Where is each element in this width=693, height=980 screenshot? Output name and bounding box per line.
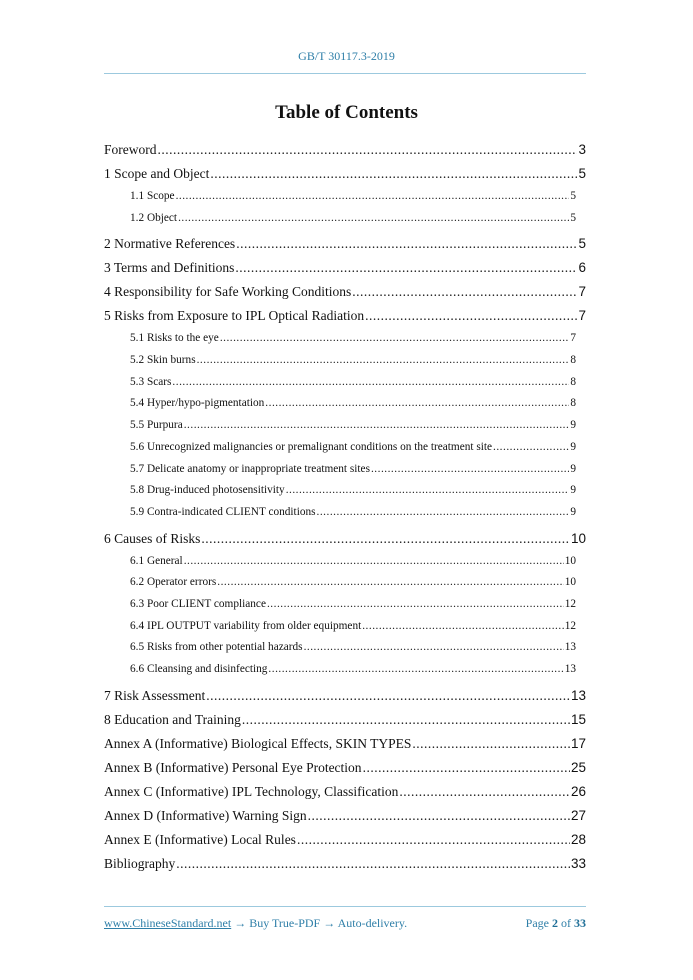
toc-entry-label: 6.4 IPL OUTPUT variability from older equipment — [130, 619, 362, 632]
toc-entry[interactable] — [104, 527, 586, 551]
toc-entry[interactable] — [104, 637, 586, 659]
toc-entry[interactable] — [104, 350, 586, 372]
toc-entry[interactable] — [104, 256, 586, 280]
dot-leader — [317, 502, 570, 524]
dot-leader — [242, 708, 570, 732]
dot-leader — [363, 756, 570, 780]
toc-entry[interactable] — [104, 572, 586, 594]
toc-entry[interactable] — [104, 280, 586, 304]
toc-entry-page: 13 — [564, 663, 576, 675]
toc-entry-page: 7 — [578, 308, 586, 324]
toc-entry-label: 1.1 Scope — [130, 190, 175, 202]
dot-leader — [158, 138, 578, 162]
toc-entry-page: 28 — [570, 831, 586, 847]
table-of-contents — [104, 138, 586, 876]
dot-leader — [493, 437, 569, 459]
toc-entry-label: 7 Risk Assessment — [104, 687, 206, 703]
page-title: Table of Contents — [275, 102, 418, 123]
toc-entry-page: 9 — [570, 462, 576, 475]
toc-entry-label: 1.2 Object — [130, 211, 178, 224]
dot-leader — [297, 828, 570, 852]
toc-entry-page: 12 — [564, 619, 576, 632]
toc-entry-label: 6 Causes of Risks — [104, 530, 201, 546]
toc-entry-label: 5.5 Purpura — [130, 419, 183, 432]
footer — [104, 916, 586, 931]
toc-entry-label: 6.5 Risks from other potential hazards — [130, 641, 303, 654]
toc-entry-label: Annex D (Informative) Warning Sign — [104, 807, 307, 823]
toc-entry-label: 5.6 Unrecognized malignancies or premalignant conditions on the treatment site — [130, 440, 493, 453]
toc-entry[interactable] — [104, 372, 586, 394]
toc-entry-page: 27 — [570, 807, 586, 823]
dot-leader — [178, 208, 569, 230]
toc-entry-page: 33 — [570, 855, 586, 871]
toc-entry-page: 8 — [570, 397, 576, 410]
toc-entry[interactable] — [104, 708, 586, 732]
toc-entry-label: 5.1 Risks to the eye — [130, 332, 219, 345]
toc-entry-page: 10 — [570, 530, 586, 546]
dot-leader — [399, 780, 570, 804]
toc-entry-page: 13 — [570, 687, 586, 703]
toc-entry-label: 5.4 Hyper/hypo-pigmentation — [130, 397, 265, 410]
toc-entry-label: 3 Terms and Definitions — [104, 260, 235, 276]
toc-entry-label: 8 Education and Training — [104, 711, 241, 727]
toc-entry[interactable] — [104, 437, 586, 459]
toc-entry[interactable] — [104, 480, 586, 502]
dot-leader — [286, 480, 570, 502]
website-link[interactable]: www.ChineseStandard.net — [104, 916, 232, 930]
toc-entry-page: 5 — [578, 236, 586, 252]
toc-entry[interactable] — [104, 852, 586, 876]
toc-entry[interactable] — [104, 208, 586, 230]
toc-entry-page: 7 — [578, 284, 586, 300]
dot-leader — [172, 372, 569, 394]
footer-promo: www.ChineseStandard.net → Buy True-PDF → Auto-delivery. — [104, 916, 408, 930]
toc-entry-label: 6.2 Operator errors — [130, 576, 217, 589]
dot-leader — [197, 350, 570, 372]
dot-leader — [236, 232, 577, 256]
toc-entry[interactable] — [104, 232, 586, 256]
toc-entry-label: 5.3 Scars — [130, 375, 172, 388]
toc-entry-label: 6.6 Cleansing and disinfecting — [130, 663, 268, 675]
dot-leader — [217, 572, 563, 594]
toc-entry-page: 9 — [570, 505, 576, 518]
toc-entry[interactable] — [104, 732, 586, 756]
toc-entry[interactable] — [104, 162, 586, 186]
toc-entry-label: Annex B (Informative) Personal Eye Protection — [104, 759, 362, 775]
toc-entry[interactable] — [104, 328, 586, 350]
toc-entry-label: 2 Normative References — [104, 236, 236, 252]
toc-entry[interactable] — [104, 804, 586, 828]
toc-entry-label: Annex E (Informative) Local Rules — [104, 831, 296, 847]
toc-entry-label: 5.9 Contra-indicated CLIENT conditions — [130, 505, 316, 518]
dot-leader — [308, 804, 570, 828]
toc-entry-page: 5 — [570, 211, 576, 224]
toc-entry-label: 1 Scope and Object — [104, 166, 210, 181]
running-header: GB/T 30117.3-2019 — [298, 49, 395, 63]
dot-leader — [220, 328, 570, 350]
toc-entry-label: 5.7 Delicate anatomy or inappropriate treatment sites — [130, 462, 370, 475]
toc-entry[interactable] — [104, 594, 586, 616]
toc-entry-page: 7 — [570, 332, 576, 345]
toc-entry[interactable] — [104, 828, 586, 852]
toc-entry-page: 10 — [564, 576, 576, 589]
toc-entry-label: Annex A (Informative) Biological Effects, SKIN TYPES — [104, 735, 412, 751]
toc-entry-label: 5.8 Drug-induced photosensitivity — [130, 484, 285, 497]
dot-leader — [176, 852, 570, 876]
dot-leader — [365, 304, 577, 328]
toc-entry-page: 8 — [570, 375, 576, 388]
toc-entry-page: 10 — [564, 554, 576, 567]
toc-entry-label: Annex C (Informative) IPL Technology, Classification — [104, 783, 399, 799]
toc-entry-label: 5.2 Skin burns — [130, 354, 196, 367]
page-indicator: Page 2 of 33 — [525, 916, 586, 930]
toc-entry[interactable] — [104, 780, 586, 804]
dot-leader — [210, 162, 577, 186]
dot-leader — [201, 527, 570, 551]
toc-entry-label: Foreword — [104, 142, 157, 157]
dot-leader — [235, 256, 577, 280]
toc-entry-page: 13 — [564, 641, 576, 654]
toc-entry[interactable] — [104, 502, 586, 524]
toc-entry-page: 12 — [564, 597, 576, 610]
toc-entry[interactable] — [104, 756, 586, 780]
toc-entry[interactable] — [104, 659, 586, 681]
toc-entry-page: 5 — [570, 190, 576, 202]
toc-entry[interactable] — [104, 186, 586, 208]
toc-entry[interactable] — [104, 684, 586, 708]
toc-entry-page: 17 — [570, 735, 586, 751]
toc-entry-label: 6.3 Poor CLIENT compliance — [130, 597, 266, 610]
toc-entry-page: 9 — [570, 440, 576, 453]
dot-leader — [184, 415, 570, 437]
toc-entry-label: 4 Responsibility for Safe Working Conditions — [104, 284, 352, 300]
toc-entry-label: Bibliography — [104, 855, 176, 871]
footer-divider — [104, 906, 586, 907]
toc-entry-page: 5 — [578, 166, 586, 181]
dot-leader — [371, 459, 569, 481]
toc-entry-page: 26 — [570, 783, 586, 799]
dot-leader — [265, 393, 569, 415]
toc-entry[interactable] — [104, 393, 586, 415]
toc-entry[interactable] — [104, 616, 586, 638]
toc-entry-page: 9 — [570, 419, 576, 432]
toc-entry[interactable] — [104, 459, 586, 481]
toc-entry-page: 3 — [578, 142, 586, 157]
toc-entry[interactable] — [104, 138, 586, 162]
dot-leader — [412, 732, 570, 756]
dot-leader — [362, 616, 563, 638]
header-divider — [104, 73, 586, 74]
dot-leader — [184, 551, 564, 573]
dot-leader — [267, 594, 564, 616]
toc-entry[interactable] — [104, 304, 586, 328]
toc-entry-label: 6.1 General — [130, 554, 183, 567]
dot-leader — [206, 684, 570, 708]
toc-entry-page: 25 — [570, 759, 586, 775]
toc-entry[interactable] — [104, 551, 586, 573]
toc-entry[interactable] — [104, 415, 586, 437]
dot-leader — [352, 280, 577, 304]
dot-leader — [304, 637, 564, 659]
toc-entry-page: 9 — [570, 484, 576, 497]
dot-leader — [268, 659, 563, 681]
dot-leader — [176, 186, 570, 208]
toc-entry-page: 15 — [570, 711, 586, 727]
toc-entry-page: 6 — [578, 260, 586, 276]
toc-entry-label: 5 Risks from Exposure to IPL Optical Radiation — [104, 308, 365, 324]
toc-entry-page: 8 — [570, 354, 576, 367]
